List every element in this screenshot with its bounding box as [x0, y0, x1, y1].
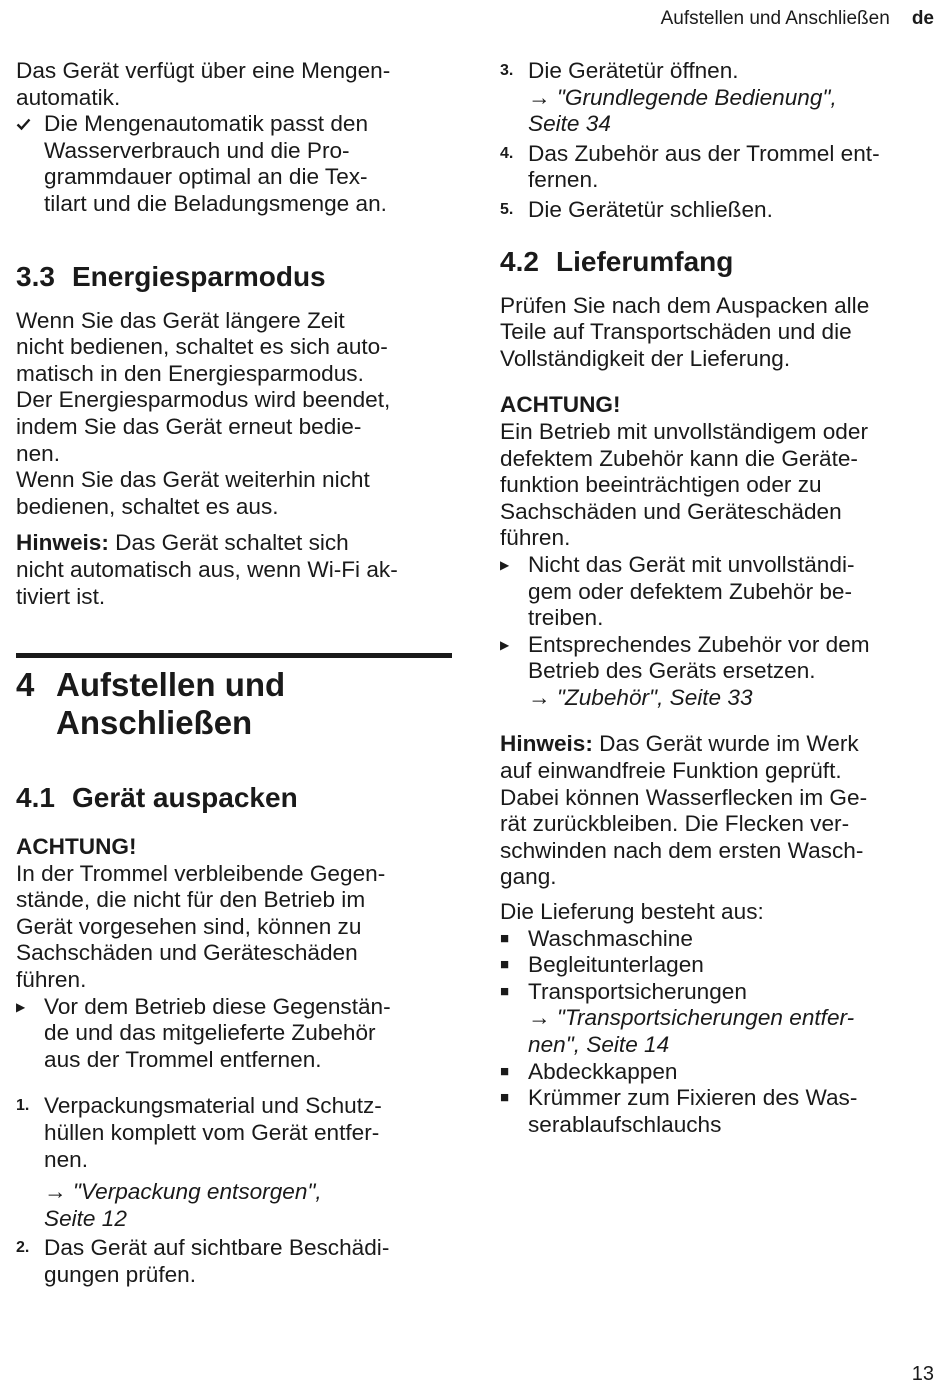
note-first: Das Gerät wurde im Werk — [592, 731, 859, 757]
step-text: Verpackungsmaterial und Schutz- hüllen komplett vom Gerät entfer- nen. — [44, 1093, 382, 1172]
check-item-text: Die Mengenautomatik passt den Wasserverbrauch und die Pro- grammdauer optimal an die Tex- tilart und die Beladungsmenge an. — [44, 111, 387, 216]
square-bullet-icon: ■ — [500, 929, 510, 947]
energy-paragraph: Wenn Sie das Gerät längere Zeit nicht bedienen, schaltet es sich auto- matisch in den Energiesparmodus. Der Energiesparmodus wird beendet, indem Sie das Gerät erneut bedie- nen. Wenn Sie das Gerät weiterhin nicht bedienen, schaltet es aus. — [16, 307, 391, 519]
note-label: Hinweis: — [500, 731, 593, 757]
chapter-title-1: Aufstellen und — [56, 666, 286, 704]
warning-text: In der Trommel verbleibende Gegen- stände, die nicht für den Betrieb im Gerät vorgesehen sind, können zu Sachschäden und Geräteschäden führen. — [16, 860, 386, 993]
action-text: Nicht das Gerät mit unvollständi- gem oder defektem Zubehör be- treiben. — [528, 551, 855, 631]
list-item-text: Abdeckkappen — [528, 1058, 678, 1084]
check-icon — [16, 111, 44, 138]
page-header — [661, 8, 934, 30]
section-title: Gerät auspacken — [72, 782, 298, 814]
action-item-1 — [500, 552, 932, 632]
square-bullet-icon: ■ — [500, 956, 510, 974]
action-item — [16, 994, 452, 1074]
chapter-number: 4 — [16, 666, 35, 704]
section-3-3-heading — [16, 261, 452, 293]
step-4 — [500, 141, 932, 194]
list-item-text: Begleitunterlagen — [528, 952, 704, 978]
list-item — [500, 926, 932, 953]
step-1-reference-link[interactable]: → "Verpackung entsorgen", Seite 12 — [44, 1179, 322, 1231]
square-bullet-icon: ■ — [500, 982, 510, 1000]
step-number: 4. — [500, 144, 514, 162]
action-text: Entsprechendes Zubehör vor dem Betrieb des Geräts ersetzen. — [528, 631, 870, 684]
right-column — [500, 58, 932, 1138]
note-label: Hinweis: — [16, 530, 109, 556]
transport-reference-link[interactable]: → "Transportsicherungen entfer- nen", Seite 14 — [528, 1005, 855, 1057]
square-bullet-icon: ■ — [500, 1062, 510, 1080]
section-4-2-heading — [500, 246, 932, 278]
step-number: 1. — [16, 1097, 30, 1115]
step-text: Die Gerätetür öffnen. — [528, 58, 739, 83]
step-3 — [500, 58, 932, 138]
list-item — [500, 1085, 932, 1138]
list-item-text: Waschmaschine — [528, 925, 693, 951]
square-bullet-icon: ■ — [500, 1089, 510, 1107]
list-item-text: Krümmer zum Fixieren des Was- serablaufschlauchs — [528, 1085, 858, 1137]
list-item — [500, 952, 932, 979]
action-text: Vor dem Betrieb diese Gegenstän- de und das mitgelieferte Zubehör aus der Trommel entfernen. — [44, 993, 391, 1072]
section-title: Lieferumfang — [556, 245, 734, 277]
page-number: 13 — [911, 1363, 934, 1385]
note-rest: auf einwandfreie Funktion geprüft. Dabei können Wasserflecken im Ge- rät zurückbleiben. Die Flecken ver- schwinden nach dem ersten Wasch- gang. — [500, 758, 868, 890]
action-item-2 — [500, 632, 932, 712]
triangle-bullet-icon: ▶ — [500, 557, 510, 572]
section-title: Energiesparmodus — [72, 260, 326, 292]
list-item — [500, 1059, 932, 1086]
note-3-3 — [16, 530, 452, 610]
step-2 — [16, 1235, 452, 1288]
step-text: Die Gerätetür schließen. — [528, 196, 773, 222]
step-number: 3. — [500, 62, 514, 79]
step-3-reference-link[interactable]: → "Grundlegende Bedienung", Seite 34 — [528, 84, 837, 137]
warning-text: Ein Betrieb mit unvollständigem oder defektem Zubehör kann die Geräte- funktion beeinträchtigen oder zu Sachschäden und Geräteschäden führen. — [500, 418, 868, 551]
step-text: Das Zubehör aus der Trommel ent- fernen. — [528, 140, 880, 193]
list-item — [500, 979, 932, 1059]
note-rest: nicht automatisch aus, wenn Wi-Fi ak- tiviert ist. — [16, 556, 398, 609]
section-number: 3.3 — [16, 260, 55, 292]
list-item-text: Transportsicherungen — [528, 978, 747, 1004]
warning-label: ACHTUNG! — [16, 834, 137, 860]
accessory-reference-link[interactable]: → "Zubehör", Seite 33 — [528, 684, 753, 710]
triangle-bullet-icon: ▶ — [16, 999, 26, 1014]
step-number: 5. — [500, 200, 514, 218]
step-5 — [500, 197, 932, 224]
intro-paragraph: Das Gerät verfügt über eine Mengen- automatik. — [16, 58, 391, 110]
delivery-list-intro: Die Lieferung besteht aus: — [500, 899, 764, 925]
check-item — [16, 111, 452, 217]
left-column — [16, 58, 452, 1289]
chapter-title-2: Anschließen — [56, 704, 253, 742]
section-4-1-heading — [16, 782, 452, 814]
warning-label: ACHTUNG! — [500, 392, 621, 418]
section-number: 4.2 — [500, 245, 539, 277]
step-number: 2. — [16, 1239, 30, 1257]
note-first: Das Gerät schaltet sich — [108, 530, 349, 556]
delivery-paragraph: Prüfen Sie nach dem Auspacken alle Teile auf Transportschäden und die Vollständigkeit der Lieferung. — [500, 292, 870, 371]
chapter-4-heading — [16, 666, 452, 742]
step-text: Das Gerät auf sichtbare Beschädi- gungen prüfen. — [44, 1235, 390, 1287]
step-1 — [16, 1093, 452, 1232]
section-number: 4.1 — [16, 782, 55, 814]
header-section: Aufstellen und Anschließen — [660, 8, 890, 29]
header-lang: de — [911, 8, 934, 29]
note-4-2 — [500, 731, 932, 891]
triangle-bullet-icon: ▶ — [500, 637, 510, 652]
